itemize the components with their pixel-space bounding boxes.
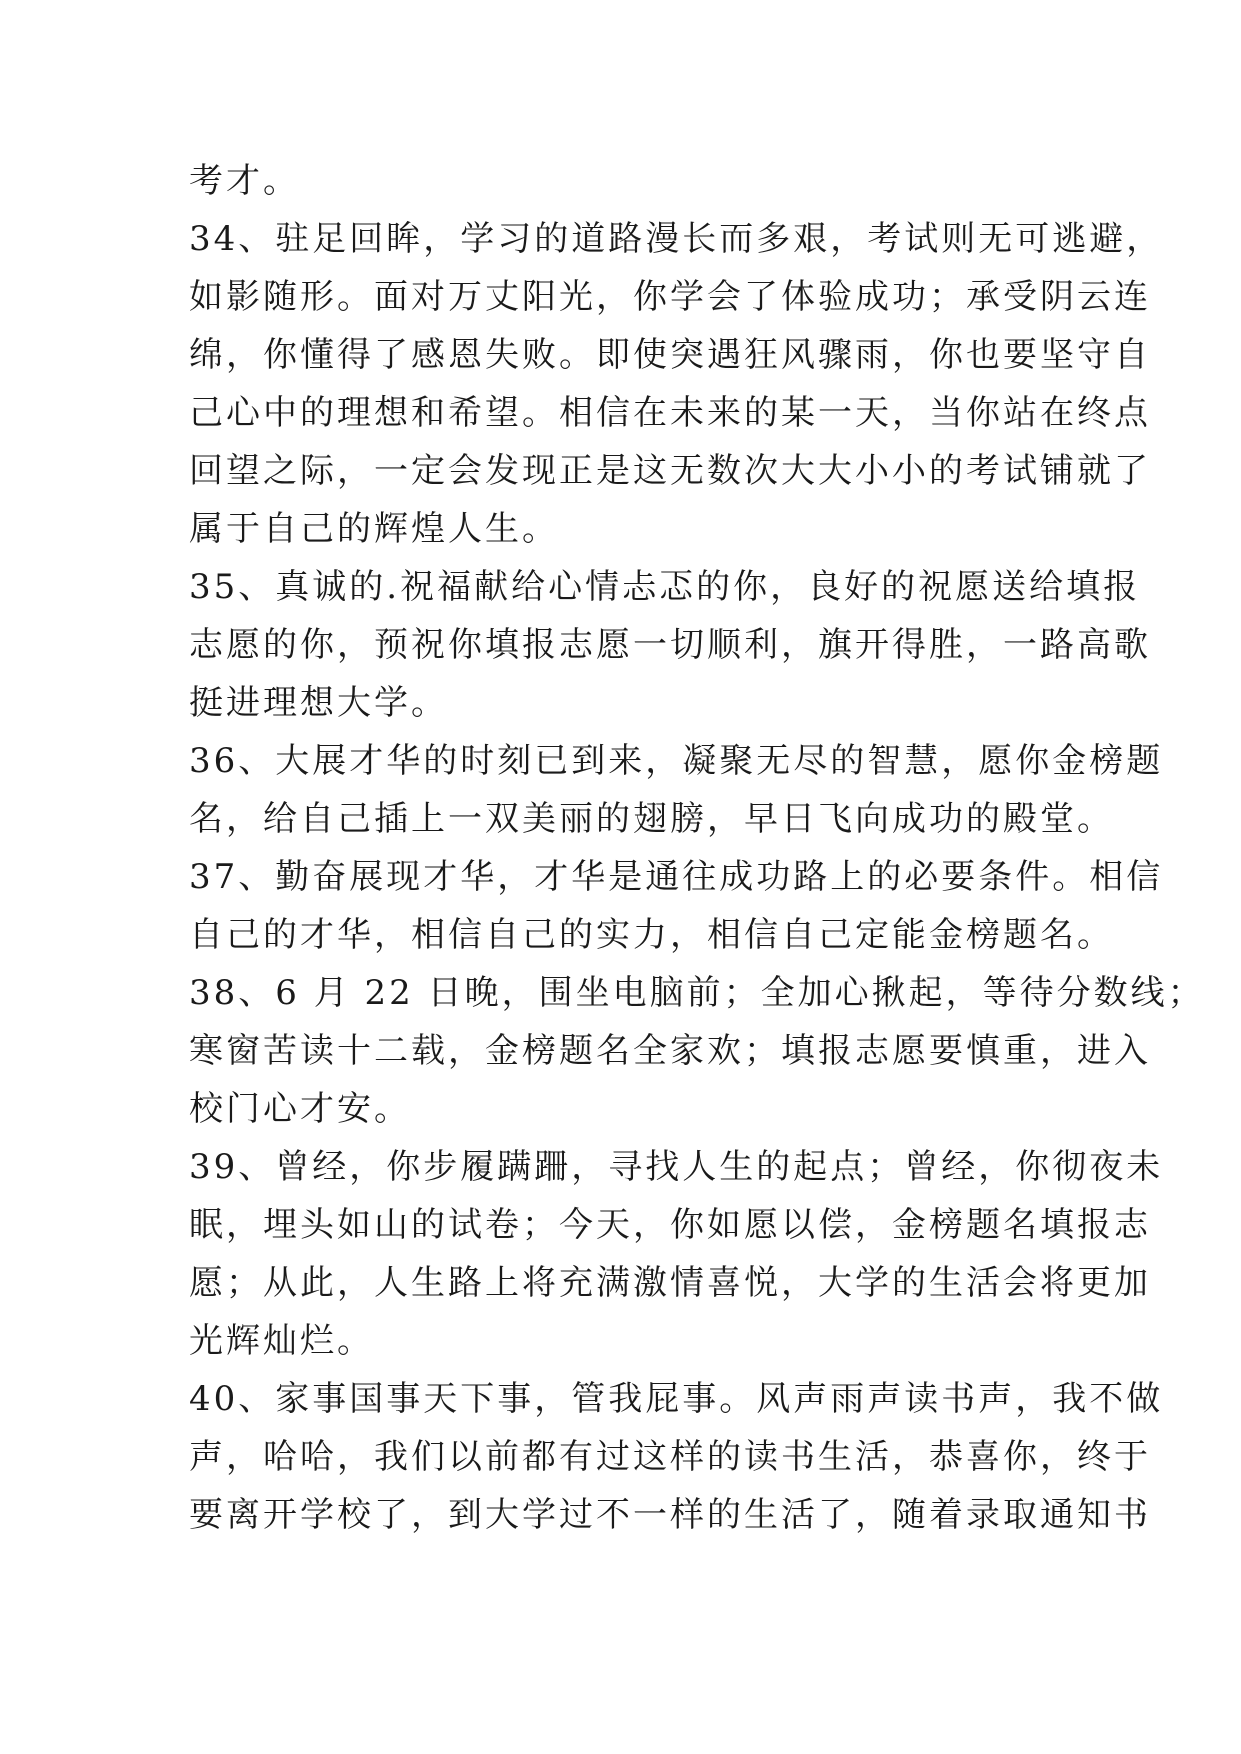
text-line: 36、大展才华的时刻已到来，凝聚无尽的智慧，愿你金榜题	[189, 741, 1164, 781]
text-line: 40、家事国事天下事，管我屁事。风声雨声读书声，我不做	[189, 1379, 1164, 1419]
text-line: 35、真诚的.祝福献给心情忐忑的你，良好的祝愿送给填报	[189, 567, 1141, 607]
document-body	[189, 152, 1205, 1544]
text-line: 考才。	[189, 161, 300, 201]
text-line: 34、驻足回眸，学习的道路漫长而多艰，考试则无可逃避，	[189, 219, 1164, 259]
text-line: 志愿的你，预祝你填报志愿一切顺利，旗开得胜，一路高歌	[189, 625, 1151, 665]
text-line: 38、6 月 22 日晚，围坐电脑前；全加心揪起，等待分数线；	[189, 973, 1205, 1013]
text-line: 39、曾经，你步履蹒跚，寻找人生的起点；曾经，你彻夜未	[189, 1147, 1164, 1187]
text-line: 声，哈哈，我们以前都有过这样的读书生活，恭喜你，终于	[189, 1437, 1151, 1477]
text-line: 光辉灿烂。	[189, 1321, 374, 1361]
text-line: 名，给自己插上一双美丽的翅膀，早日飞向成功的殿堂。	[189, 799, 1114, 839]
text-line: 己心中的理想和希望。相信在未来的某一天，当你站在终点	[189, 393, 1151, 433]
text-line: 属于自己的辉煌人生。	[189, 509, 559, 549]
text-line: 眠，埋头如山的试卷；今天，你如愿以偿，金榜题名填报志	[189, 1205, 1151, 1245]
text-line: 如影随形。面对万丈阳光，你学会了体验成功；承受阴云连	[189, 277, 1151, 317]
text-line: 37、勤奋展现才华，才华是通往成功路上的必要条件。相信	[189, 857, 1164, 897]
text-line: 校门心才安。	[189, 1089, 411, 1129]
text-line: 自己的才华，相信自己的实力，相信自己定能金榜题名。	[189, 915, 1114, 955]
text-line: 愿；从此，人生路上将充满激情喜悦，大学的生活会将更加	[189, 1263, 1151, 1303]
text-line: 要离开学校了，到大学过不一样的生活了，随着录取通知书	[189, 1495, 1151, 1535]
text-line: 绵，你懂得了感恩失败。即使突遇狂风骤雨，你也要坚守自	[189, 335, 1151, 375]
text-line: 寒窗苦读十二载，金榜题名全家欢；填报志愿要慎重，进入	[189, 1031, 1151, 1071]
text-line: 回望之际，一定会发现正是这无数次大大小小的考试铺就了	[189, 451, 1151, 491]
text-line: 挺进理想大学。	[189, 683, 448, 723]
